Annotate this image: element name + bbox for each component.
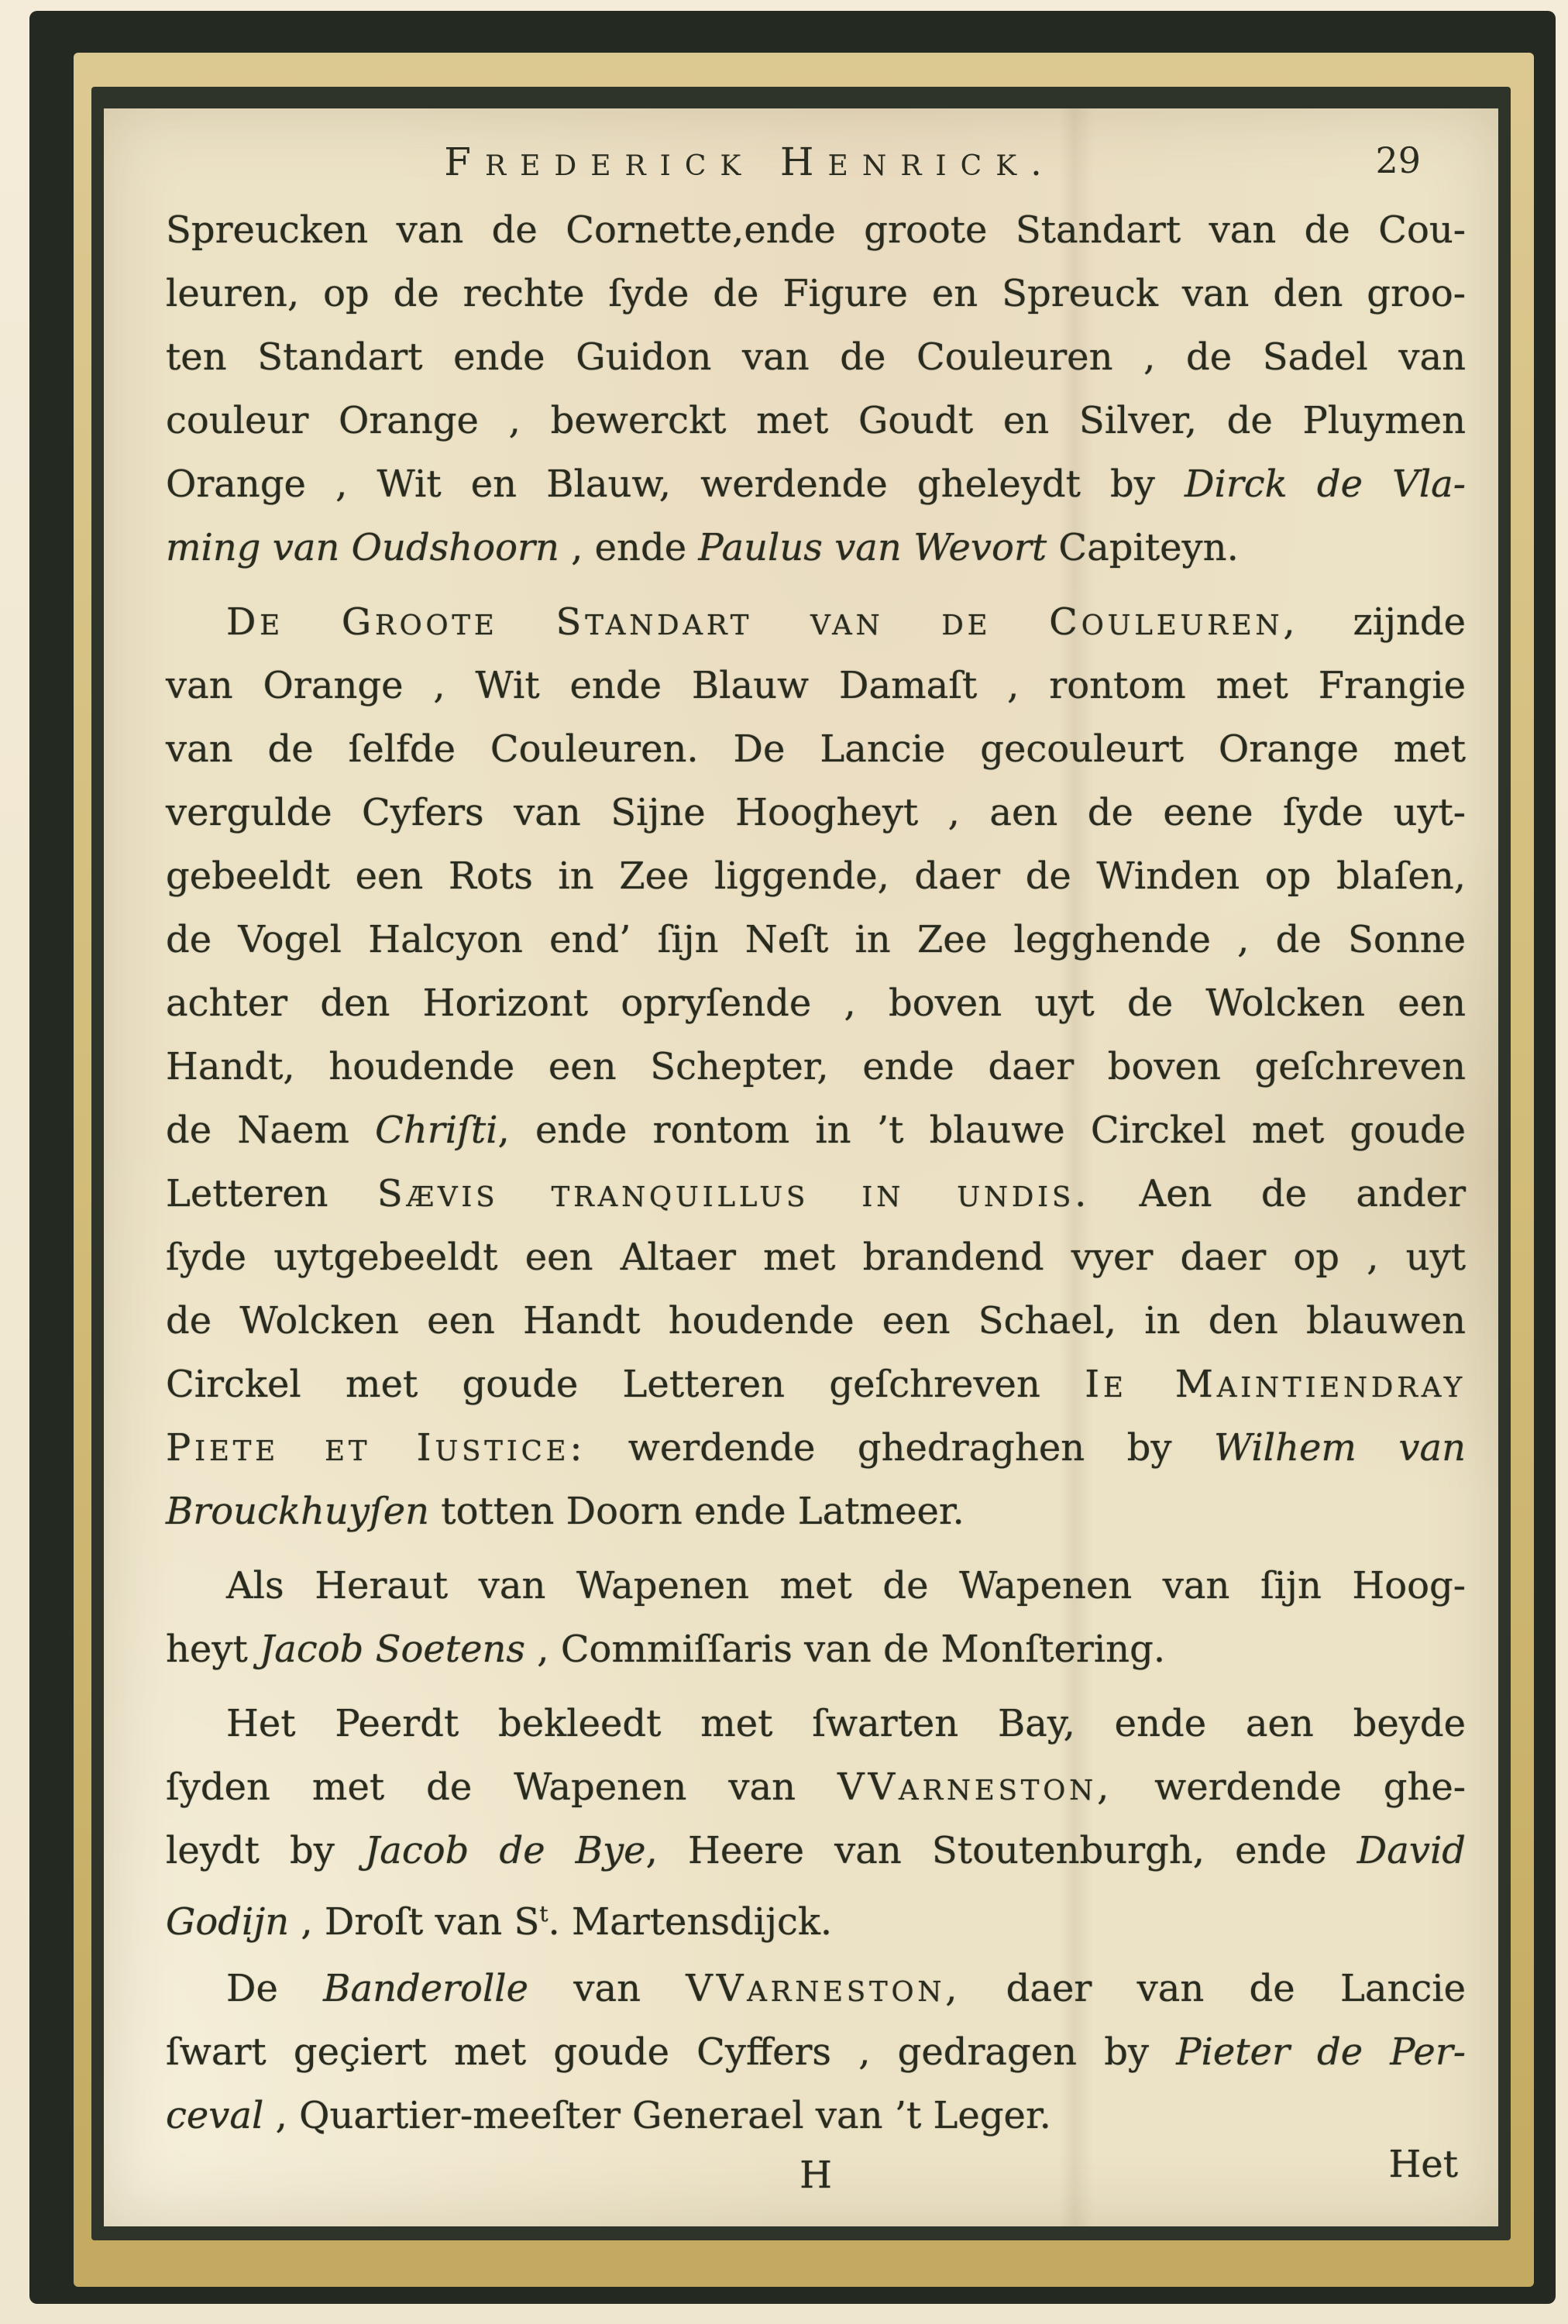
text-run: Als Heraut van Wapenen met de Wapenen van ſijn Hoog- (226, 1564, 1466, 1607)
text-line (166, 717, 1466, 781)
text-line (166, 1618, 1466, 1681)
smallcaps-run: SÆVIS TRANQUILLUS IN UNDIS. (377, 1172, 1091, 1215)
text-run: , ende (559, 526, 699, 569)
running-title: FREDERICK HENRICK. (444, 139, 1056, 184)
text-line (166, 1480, 1466, 1543)
text-line (166, 1692, 1466, 1755)
text-run: De (226, 1967, 324, 2010)
smallcaps-run: VVARNESTON, (686, 1967, 961, 2010)
text-line (166, 198, 1466, 262)
italic-run: Chriſti (375, 1109, 498, 1152)
text-run: t (539, 1901, 548, 1927)
text-run: , Quartier-meeſter Generael van ’t Leger. (263, 2094, 1051, 2137)
page (104, 108, 1498, 2226)
text-line (166, 1289, 1466, 1353)
text-line (166, 2020, 1466, 2084)
text-line (166, 516, 1466, 579)
page-header (166, 135, 1466, 189)
text-run: couleur Orange , bewerckt met Goudt en Silver, de Pluymen (166, 399, 1466, 442)
italic-run: Pieter de Per- (1176, 2030, 1466, 2074)
text-line (166, 971, 1466, 1035)
italic-run: Dirck de Vla- (1185, 462, 1467, 506)
text-line (166, 1353, 1466, 1416)
text-run: leydt by (166, 1829, 366, 1872)
italic-run: Jacob de Bye (365, 1829, 646, 1872)
text-run: Handt, houdende een Schepter, ende daer boven geſchreven (166, 1045, 1466, 1088)
text-line (166, 1957, 1466, 2020)
text-line (166, 452, 1466, 516)
text-run: totten Doorn ende Latmeer. (429, 1490, 965, 1533)
page-number: 29 (1375, 139, 1421, 181)
text-run: gebeeldt een Rots in Zee liggende, daer de Winden op blaſen, (166, 854, 1466, 898)
text-line (166, 1035, 1466, 1098)
text-line (166, 590, 1466, 654)
text-run: leuren, op de rechte ſyde de Figure en Spreuck van den groo- (166, 272, 1466, 315)
text-line (166, 2084, 1466, 2147)
text-line (166, 1554, 1466, 1618)
italic-run: ming van Oudshoorn (166, 526, 559, 569)
signature-mark: H (799, 2154, 832, 2197)
text-line (166, 844, 1466, 908)
italic-run: ceval (166, 2094, 264, 2137)
page-footer (166, 2143, 1466, 2216)
text-run: Letteren (166, 1172, 377, 1215)
text-line (166, 1162, 1466, 1226)
text-line (166, 1098, 1466, 1162)
text-line (166, 1226, 1466, 1289)
text-run: , Heere van Stoutenburgh, ende (645, 1829, 1357, 1872)
text-run: heyt (166, 1628, 260, 1671)
text-run: ſyden met de Wapenen van (166, 1765, 838, 1809)
text-block (166, 198, 1466, 2147)
text-run: Aen de ander (1090, 1172, 1467, 1215)
text-run: Orange , Wit en Blauw, werdende gheleydt by (166, 462, 1185, 506)
text-run: werdende ghedraghen by (586, 1426, 1214, 1470)
text-run: Het Peerdt bekleedt met ſwarten Bay, ende aen beyde (226, 1702, 1466, 1745)
italic-run: David (1357, 1829, 1467, 1872)
text-run: werdende ghe- (1112, 1765, 1466, 1809)
text-run: de Naem (166, 1109, 376, 1152)
text-run: ſwart geçiert met goude Cyffers , gedragen by (166, 2030, 1177, 2074)
text-run: ten Standart ende Guidon van de Couleuren , de Sadel van (166, 335, 1466, 379)
text-run: daer van de Lancie (961, 1967, 1466, 2010)
text-run: , ende rontom in ’t blauwe Circkel met goude (497, 1109, 1466, 1152)
italic-run: Wilhem van (1213, 1426, 1466, 1470)
text-run: zijnde (1298, 600, 1467, 644)
text-run: de Vogel Halcyon end’ ſijn Neſt in Zee legghende , de Sonne (166, 918, 1466, 961)
text-line (166, 654, 1466, 717)
text-run: de Wolcken een Handt houdende een Schael, in den blauwen (166, 1299, 1466, 1342)
text-line (166, 1819, 1466, 1882)
text-line (166, 325, 1466, 389)
italic-run: Banderolle (323, 1967, 529, 2010)
text-line (166, 1755, 1466, 1819)
text-line (166, 908, 1466, 971)
italic-run: Jacob Soetens (259, 1628, 526, 1671)
text-run: Circkel met goude Letteren geſchreven (166, 1363, 1085, 1406)
text-run: , Droſt van S (289, 1900, 540, 1944)
smallcaps-run: DE GROOTE STANDART VAN DE COULEUREN, (226, 600, 1299, 644)
smallcaps-run: VVARNESTON, (837, 1765, 1113, 1809)
text-run: van de ſelfde Couleuren. De Lancie gecouleurt Orange met (166, 727, 1466, 771)
smallcaps-run: IE MAINTIENDRAY (1085, 1363, 1466, 1406)
text-line (166, 781, 1466, 844)
text-run: vergulde Cyfers van Sijne Hoogheyt , aen de eene ſyde uyt- (166, 791, 1466, 834)
text-run: achter den Horizont opryſende , boven uyt de Wolcken een (166, 982, 1466, 1025)
smallcaps-run: PIETE ET IUSTICE: (166, 1426, 586, 1470)
text-run: . Martensdijck. (548, 1900, 833, 1944)
italic-run: Godijn (166, 1900, 290, 1944)
catchword: Het (1388, 2143, 1458, 2186)
text-run: ſyde uytgebeeldt een Altaer met brandend vyer daer op , uyt (166, 1236, 1466, 1279)
text-line (166, 1882, 1466, 1946)
text-line (166, 262, 1466, 325)
italic-run: Paulus van Wevort (698, 526, 1047, 569)
text-line (166, 389, 1466, 452)
text-run: Spreucken van de Cornette,ende groote Standart van de Cou- (166, 208, 1466, 252)
text-run: van (528, 1967, 686, 2010)
text-run: , Commiſſaris van de Monſtering. (525, 1628, 1166, 1671)
text-run: van Orange , Wit ende Blauw Damaſt , rontom met Frangie (166, 664, 1466, 707)
text-run: Capiteyn. (1047, 526, 1239, 569)
text-line (166, 1416, 1466, 1480)
italic-run: Brouckhuyſen (166, 1490, 430, 1533)
